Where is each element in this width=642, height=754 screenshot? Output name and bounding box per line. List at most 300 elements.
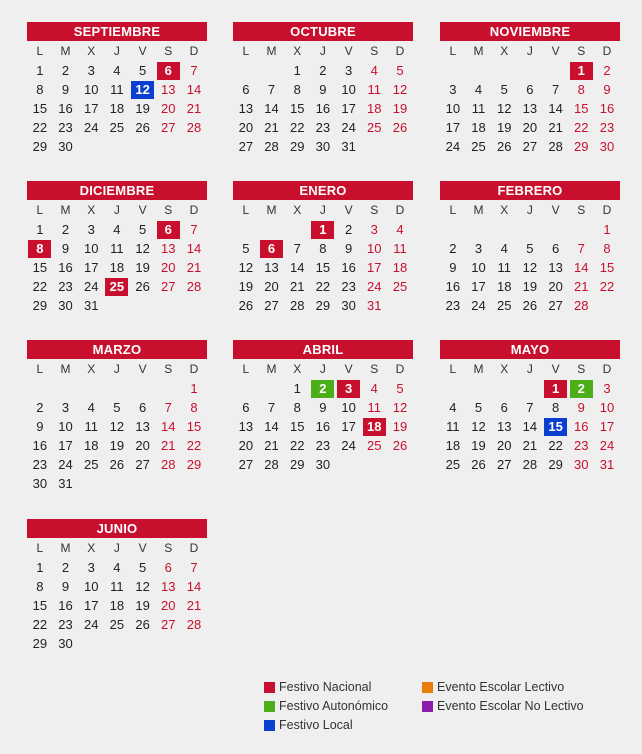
day-cell[interactable]: 28 — [548, 139, 563, 154]
day-cell[interactable]: 13 — [264, 260, 279, 275]
day-cell[interactable]: 2 — [61, 222, 70, 237]
day-cell[interactable]: 26 — [135, 279, 150, 294]
day-cell[interactable]: 20 — [161, 598, 176, 613]
day-cell[interactable]: 29 — [315, 298, 331, 313]
day-cell[interactable]: 3 — [603, 381, 611, 396]
day-cell[interactable]: 12 — [130, 80, 156, 99]
day-cell[interactable]: 15 — [315, 260, 331, 275]
day-cell[interactable]: 29 — [548, 457, 563, 472]
day-cell[interactable]: 23 — [574, 438, 589, 453]
day-cell[interactable]: 19 — [392, 419, 408, 434]
day-cell[interactable]: 12 — [496, 101, 512, 116]
day-cell[interactable]: 5 — [138, 63, 147, 78]
day-cell[interactable]: 27 — [548, 298, 563, 313]
day-cell[interactable]: 8 — [190, 400, 198, 415]
day-cell[interactable]: 17 — [471, 279, 486, 294]
day-cell[interactable]: 20 — [264, 279, 279, 294]
day-cell[interactable]: 16 — [58, 598, 73, 613]
day-cell[interactable]: 12 — [135, 579, 150, 594]
day-cell[interactable]: 13 — [238, 101, 254, 116]
day-cell[interactable]: 7 — [551, 82, 560, 97]
day-cell[interactable]: 11 — [471, 101, 486, 116]
day-cell[interactable]: 30 — [341, 298, 356, 313]
day-cell[interactable]: 26 — [109, 457, 125, 472]
day-cell[interactable]: 11 — [393, 241, 407, 256]
day-cell[interactable]: 1 — [310, 220, 336, 239]
day-cell[interactable]: 20 — [522, 120, 538, 135]
day-cell[interactable]: 26 — [522, 298, 538, 313]
day-cell[interactable]: 23 — [341, 279, 356, 294]
day-cell[interactable]: 19 — [135, 598, 150, 613]
day-cell[interactable]: 6 — [242, 82, 250, 97]
day-cell[interactable]: 2 — [61, 63, 70, 78]
day-cell[interactable]: 21 — [264, 120, 279, 135]
day-cell[interactable]: 3 — [474, 241, 483, 256]
day-cell[interactable]: 16 — [315, 419, 331, 434]
day-cell[interactable]: 26 — [392, 438, 408, 453]
day-cell[interactable]: 1 — [36, 63, 44, 78]
day-cell[interactable]: 15 — [543, 417, 569, 436]
day-cell[interactable]: 20 — [548, 279, 563, 294]
day-cell[interactable]: 22 — [32, 279, 48, 294]
day-cell[interactable]: 27 — [161, 617, 176, 632]
day-cell[interactable]: 15 — [32, 101, 48, 116]
day-cell[interactable]: 28 — [264, 139, 279, 154]
day-cell[interactable]: 25 — [109, 617, 125, 632]
day-cell[interactable]: 15 — [32, 260, 48, 275]
day-cell[interactable]: 6 — [526, 82, 534, 97]
day-cell[interactable]: 18 — [109, 598, 125, 613]
day-cell[interactable]: 13 — [238, 419, 254, 434]
day-cell[interactable]: 25 — [367, 120, 382, 135]
day-cell[interactable]: 25 — [109, 120, 125, 135]
day-cell[interactable]: 30 — [599, 139, 615, 154]
day-cell[interactable]: 4 — [370, 381, 378, 396]
day-cell[interactable]: 10 — [83, 241, 99, 256]
day-cell[interactable]: 22 — [599, 279, 615, 294]
day-cell[interactable]: 27 — [135, 457, 150, 472]
day-cell[interactable]: 2 — [568, 379, 594, 398]
day-cell[interactable]: 3 — [370, 222, 378, 237]
day-cell[interactable]: 21 — [548, 120, 563, 135]
day-cell[interactable]: 1 — [293, 63, 301, 78]
day-cell[interactable]: 26 — [471, 457, 486, 472]
day-cell[interactable]: 10 — [341, 82, 356, 97]
day-cell[interactable]: 12 — [392, 400, 408, 415]
day-cell[interactable]: 16 — [341, 260, 356, 275]
day-cell[interactable]: 16 — [574, 419, 589, 434]
day-cell[interactable]: 21 — [522, 438, 538, 453]
day-cell[interactable]: 10 — [58, 419, 73, 434]
day-cell[interactable]: 12 — [238, 260, 254, 275]
day-cell[interactable]: 13 — [522, 101, 538, 116]
day-cell[interactable]: 11 — [110, 579, 124, 594]
day-cell[interactable]: 13 — [161, 82, 176, 97]
day-cell[interactable]: 28 — [186, 120, 202, 135]
day-cell[interactable]: 12 — [392, 82, 408, 97]
day-cell[interactable]: 28 — [264, 457, 279, 472]
day-cell[interactable]: 21 — [161, 438, 176, 453]
day-cell[interactable]: 9 — [603, 82, 611, 97]
day-cell[interactable]: 22 — [315, 279, 331, 294]
day-cell[interactable]: 25 — [83, 457, 99, 472]
day-cell[interactable]: 24 — [341, 438, 356, 453]
day-cell[interactable]: 20 — [238, 438, 254, 453]
day-cell[interactable]: 14 — [574, 260, 589, 275]
day-cell[interactable]: 17 — [367, 260, 382, 275]
day-cell[interactable]: 7 — [190, 560, 198, 575]
day-cell[interactable]: 29 — [289, 139, 305, 154]
day-cell[interactable]: 1 — [293, 381, 301, 396]
day-cell[interactable]: 31 — [83, 298, 99, 313]
day-cell[interactable]: 27 — [496, 457, 512, 472]
day-cell[interactable]: 15 — [32, 598, 48, 613]
day-cell[interactable]: 8 — [36, 82, 44, 97]
day-cell[interactable]: 20 — [238, 120, 254, 135]
day-cell[interactable]: 14 — [522, 419, 538, 434]
day-cell[interactable]: 4 — [113, 560, 121, 575]
day-cell[interactable]: 1 — [190, 381, 198, 396]
day-cell[interactable]: 2 — [61, 560, 70, 575]
day-cell[interactable]: 5 — [526, 241, 534, 256]
day-cell[interactable]: 25 — [496, 298, 512, 313]
day-cell[interactable]: 26 — [135, 617, 150, 632]
day-cell[interactable]: 18 — [109, 260, 125, 275]
day-cell[interactable]: 9 — [449, 260, 457, 275]
day-cell[interactable]: 22 — [289, 438, 305, 453]
day-cell[interactable]: 10 — [83, 579, 99, 594]
day-cell[interactable]: 24 — [58, 457, 73, 472]
day-cell[interactable]: 28 — [186, 279, 202, 294]
day-cell[interactable]: 21 — [574, 279, 589, 294]
day-cell[interactable]: 5 — [396, 63, 404, 78]
day-cell[interactable]: 25 — [367, 438, 382, 453]
day-cell[interactable]: 3 — [87, 222, 95, 237]
day-cell[interactable]: 13 — [548, 260, 563, 275]
day-cell[interactable]: 18 — [496, 279, 512, 294]
day-cell[interactable]: 24 — [471, 298, 486, 313]
day-cell[interactable]: 22 — [32, 617, 48, 632]
day-cell[interactable]: 28 — [186, 617, 202, 632]
day-cell[interactable]: 6 — [259, 239, 285, 258]
day-cell[interactable]: 17 — [83, 101, 99, 116]
day-cell[interactable]: 19 — [496, 120, 512, 135]
day-cell[interactable]: 4 — [396, 222, 404, 237]
day-cell[interactable]: 29 — [32, 298, 48, 313]
day-cell[interactable]: 23 — [58, 279, 73, 294]
day-cell[interactable]: 25 — [392, 279, 408, 294]
day-cell[interactable]: 24 — [367, 279, 382, 294]
day-cell[interactable]: 4 — [113, 63, 121, 78]
day-cell[interactable]: 23 — [599, 120, 615, 135]
day-cell[interactable]: 17 — [58, 438, 73, 453]
day-cell[interactable]: 29 — [574, 139, 589, 154]
day-cell[interactable]: 7 — [190, 222, 198, 237]
day-cell[interactable]: 2 — [319, 63, 327, 78]
day-cell[interactable]: 27 — [161, 279, 176, 294]
day-cell[interactable]: 28 — [289, 298, 305, 313]
day-cell[interactable]: 1 — [543, 379, 569, 398]
day-cell[interactable]: 29 — [289, 457, 305, 472]
day-cell[interactable]: 9 — [319, 400, 327, 415]
day-cell[interactable]: 9 — [61, 82, 70, 97]
day-cell[interactable]: 27 — [264, 298, 279, 313]
day-cell[interactable]: 14 — [186, 82, 202, 97]
day-cell[interactable]: 2 — [449, 241, 457, 256]
day-cell[interactable]: 23 — [58, 120, 73, 135]
day-cell[interactable]: 27 — [238, 457, 254, 472]
day-cell[interactable]: 9 — [61, 579, 70, 594]
day-cell[interactable]: 15 — [186, 419, 202, 434]
day-cell[interactable]: 18 — [361, 417, 387, 436]
day-cell[interactable]: 28 — [522, 457, 538, 472]
day-cell[interactable]: 27 — [522, 139, 538, 154]
day-cell[interactable]: 19 — [109, 438, 125, 453]
day-cell[interactable]: 12 — [135, 241, 150, 256]
day-cell[interactable]: 16 — [58, 101, 73, 116]
day-cell[interactable]: 4 — [449, 400, 457, 415]
day-cell[interactable]: 16 — [599, 101, 615, 116]
day-cell[interactable]: 29 — [32, 139, 48, 154]
day-cell[interactable]: 8 — [319, 241, 327, 256]
day-cell[interactable]: 25 — [104, 277, 130, 296]
day-cell[interactable]: 29 — [32, 636, 48, 651]
day-cell[interactable]: 20 — [161, 260, 176, 275]
day-cell[interactable]: 31 — [58, 476, 73, 491]
day-cell[interactable]: 15 — [289, 101, 305, 116]
day-cell[interactable]: 30 — [58, 139, 73, 154]
day-cell[interactable]: 8 — [293, 82, 301, 97]
day-cell[interactable]: 5 — [138, 222, 147, 237]
day-cell[interactable]: 10 — [341, 400, 356, 415]
day-cell[interactable]: 7 — [190, 63, 198, 78]
day-cell[interactable]: 16 — [58, 260, 73, 275]
day-cell[interactable]: 17 — [83, 598, 99, 613]
day-cell[interactable]: 17 — [445, 120, 461, 135]
day-cell[interactable]: 2 — [36, 400, 44, 415]
day-cell[interactable]: 11 — [110, 241, 124, 256]
day-cell[interactable]: 30 — [58, 298, 73, 313]
day-cell[interactable]: 21 — [186, 598, 202, 613]
day-cell[interactable]: 28 — [161, 457, 176, 472]
day-cell[interactable]: 6 — [551, 241, 560, 256]
day-cell[interactable]: 31 — [599, 457, 615, 472]
day-cell[interactable]: 3 — [61, 400, 70, 415]
day-cell[interactable]: 13 — [161, 579, 176, 594]
day-cell[interactable]: 12 — [522, 260, 538, 275]
day-cell[interactable]: 7 — [526, 400, 534, 415]
day-cell[interactable]: 27 — [238, 139, 254, 154]
day-cell[interactable]: 10 — [445, 101, 461, 116]
day-cell[interactable]: 5 — [113, 400, 121, 415]
day-cell[interactable]: 17 — [341, 101, 356, 116]
day-cell[interactable]: 30 — [315, 457, 331, 472]
day-cell[interactable]: 20 — [496, 438, 512, 453]
day-cell[interactable]: 8 — [603, 241, 611, 256]
day-cell[interactable]: 4 — [87, 400, 95, 415]
day-cell[interactable]: 1 — [603, 222, 611, 237]
day-cell[interactable]: 18 — [471, 120, 486, 135]
day-cell[interactable]: 24 — [341, 120, 356, 135]
day-cell[interactable]: 7 — [267, 82, 276, 97]
day-cell[interactable]: 16 — [315, 101, 331, 116]
day-cell[interactable]: 27 — [161, 120, 176, 135]
day-cell[interactable]: 3 — [336, 379, 362, 398]
day-cell[interactable]: 14 — [289, 260, 305, 275]
day-cell[interactable]: 5 — [138, 560, 147, 575]
day-cell[interactable]: 12 — [109, 419, 125, 434]
day-cell[interactable]: 3 — [87, 63, 95, 78]
day-cell[interactable]: 15 — [574, 101, 589, 116]
day-cell[interactable]: 5 — [474, 400, 483, 415]
day-cell[interactable]: 2 — [310, 379, 336, 398]
day-cell[interactable]: 8 — [551, 400, 560, 415]
day-cell[interactable]: 21 — [264, 438, 279, 453]
day-cell[interactable]: 5 — [500, 82, 508, 97]
day-cell[interactable]: 7 — [293, 241, 301, 256]
day-cell[interactable]: 23 — [445, 298, 461, 313]
day-cell[interactable]: 31 — [341, 139, 356, 154]
day-cell[interactable]: 30 — [58, 636, 73, 651]
day-cell[interactable]: 8 — [36, 579, 44, 594]
day-cell[interactable]: 1 — [568, 61, 594, 80]
day-cell[interactable]: 26 — [392, 120, 408, 135]
day-cell[interactable]: 22 — [186, 438, 202, 453]
day-cell[interactable]: 6 — [138, 400, 147, 415]
day-cell[interactable]: 1 — [36, 560, 44, 575]
day-cell[interactable]: 11 — [110, 82, 124, 97]
day-cell[interactable]: 18 — [392, 260, 408, 275]
day-cell[interactable]: 3 — [449, 82, 457, 97]
day-cell[interactable]: 19 — [471, 438, 486, 453]
day-cell[interactable]: 6 — [242, 400, 250, 415]
day-cell[interactable]: 13 — [135, 419, 150, 434]
day-cell[interactable]: 24 — [599, 438, 615, 453]
day-cell[interactable]: 4 — [500, 241, 508, 256]
day-cell[interactable]: 2 — [603, 63, 611, 78]
day-cell[interactable]: 5 — [396, 381, 404, 396]
day-cell[interactable]: 20 — [161, 101, 176, 116]
day-cell[interactable]: 29 — [186, 457, 202, 472]
day-cell[interactable]: 22 — [574, 120, 589, 135]
day-cell[interactable]: 11 — [367, 400, 382, 415]
day-cell[interactable]: 3 — [87, 560, 95, 575]
day-cell[interactable]: 8 — [27, 239, 53, 258]
day-cell[interactable]: 11 — [497, 260, 511, 275]
day-cell[interactable]: 24 — [83, 279, 99, 294]
day-cell[interactable]: 14 — [161, 419, 176, 434]
day-cell[interactable]: 19 — [135, 260, 150, 275]
day-cell[interactable]: 14 — [264, 419, 279, 434]
day-cell[interactable]: 22 — [289, 120, 305, 135]
day-cell[interactable]: 13 — [161, 241, 176, 256]
day-cell[interactable]: 6 — [164, 560, 172, 575]
day-cell[interactable]: 4 — [370, 63, 378, 78]
day-cell[interactable]: 24 — [83, 120, 99, 135]
day-cell[interactable]: 19 — [392, 101, 408, 116]
day-cell[interactable]: 9 — [61, 241, 70, 256]
day-cell[interactable]: 7 — [267, 400, 276, 415]
day-cell[interactable]: 19 — [135, 101, 150, 116]
day-cell[interactable]: 26 — [238, 298, 254, 313]
day-cell[interactable]: 18 — [83, 438, 99, 453]
day-cell[interactable]: 16 — [32, 438, 48, 453]
day-cell[interactable]: 23 — [315, 120, 331, 135]
day-cell[interactable]: 21 — [186, 101, 202, 116]
day-cell[interactable]: 10 — [83, 82, 99, 97]
day-cell[interactable]: 5 — [242, 241, 250, 256]
day-cell[interactable]: 21 — [289, 279, 305, 294]
day-cell[interactable]: 22 — [32, 120, 48, 135]
day-cell[interactable]: 30 — [32, 476, 48, 491]
day-cell[interactable]: 24 — [445, 139, 461, 154]
day-cell[interactable]: 15 — [289, 419, 305, 434]
day-cell[interactable]: 21 — [186, 260, 202, 275]
day-cell[interactable]: 18 — [367, 101, 382, 116]
day-cell[interactable]: 3 — [344, 63, 353, 78]
day-cell[interactable]: 10 — [471, 260, 486, 275]
day-cell[interactable]: 19 — [238, 279, 254, 294]
day-cell[interactable]: 26 — [496, 139, 512, 154]
day-cell[interactable]: 30 — [315, 139, 331, 154]
day-cell[interactable]: 6 — [500, 400, 508, 415]
day-cell[interactable]: 6 — [155, 220, 181, 239]
day-cell[interactable]: 17 — [341, 419, 356, 434]
day-cell[interactable]: 11 — [446, 419, 460, 434]
day-cell[interactable]: 31 — [367, 298, 382, 313]
day-cell[interactable]: 14 — [548, 101, 563, 116]
day-cell[interactable]: 1 — [36, 222, 44, 237]
day-cell[interactable]: 25 — [445, 457, 461, 472]
day-cell[interactable]: 24 — [83, 617, 99, 632]
day-cell[interactable]: 6 — [155, 61, 181, 80]
day-cell[interactable]: 13 — [496, 419, 512, 434]
day-cell[interactable]: 11 — [367, 82, 382, 97]
day-cell[interactable]: 4 — [113, 222, 121, 237]
day-cell[interactable]: 10 — [599, 400, 615, 415]
day-cell[interactable]: 26 — [135, 120, 150, 135]
day-cell[interactable]: 18 — [109, 101, 125, 116]
day-cell[interactable]: 2 — [344, 222, 353, 237]
day-cell[interactable]: 15 — [599, 260, 615, 275]
day-cell[interactable]: 17 — [599, 419, 615, 434]
day-cell[interactable]: 8 — [293, 400, 301, 415]
day-cell[interactable]: 11 — [84, 419, 98, 434]
day-cell[interactable]: 23 — [32, 457, 48, 472]
day-cell[interactable]: 4 — [474, 82, 483, 97]
day-cell[interactable]: 14 — [186, 579, 202, 594]
day-cell[interactable]: 9 — [577, 400, 585, 415]
day-cell[interactable]: 17 — [83, 260, 99, 275]
day-cell[interactable]: 30 — [574, 457, 589, 472]
day-cell[interactable]: 12 — [471, 419, 486, 434]
day-cell[interactable]: 23 — [58, 617, 73, 632]
day-cell[interactable]: 16 — [445, 279, 461, 294]
day-cell[interactable]: 14 — [264, 101, 279, 116]
day-cell[interactable]: 19 — [522, 279, 538, 294]
day-cell[interactable]: 9 — [319, 82, 327, 97]
day-cell[interactable]: 10 — [367, 241, 382, 256]
day-cell[interactable]: 7 — [164, 400, 172, 415]
day-cell[interactable]: 25 — [471, 139, 486, 154]
day-cell[interactable]: 7 — [577, 241, 585, 256]
day-cell[interactable]: 9 — [344, 241, 353, 256]
day-cell[interactable]: 20 — [135, 438, 150, 453]
day-cell[interactable]: 22 — [548, 438, 563, 453]
day-cell[interactable]: 28 — [574, 298, 589, 313]
day-cell[interactable]: 14 — [186, 241, 202, 256]
day-cell[interactable]: 9 — [36, 419, 44, 434]
